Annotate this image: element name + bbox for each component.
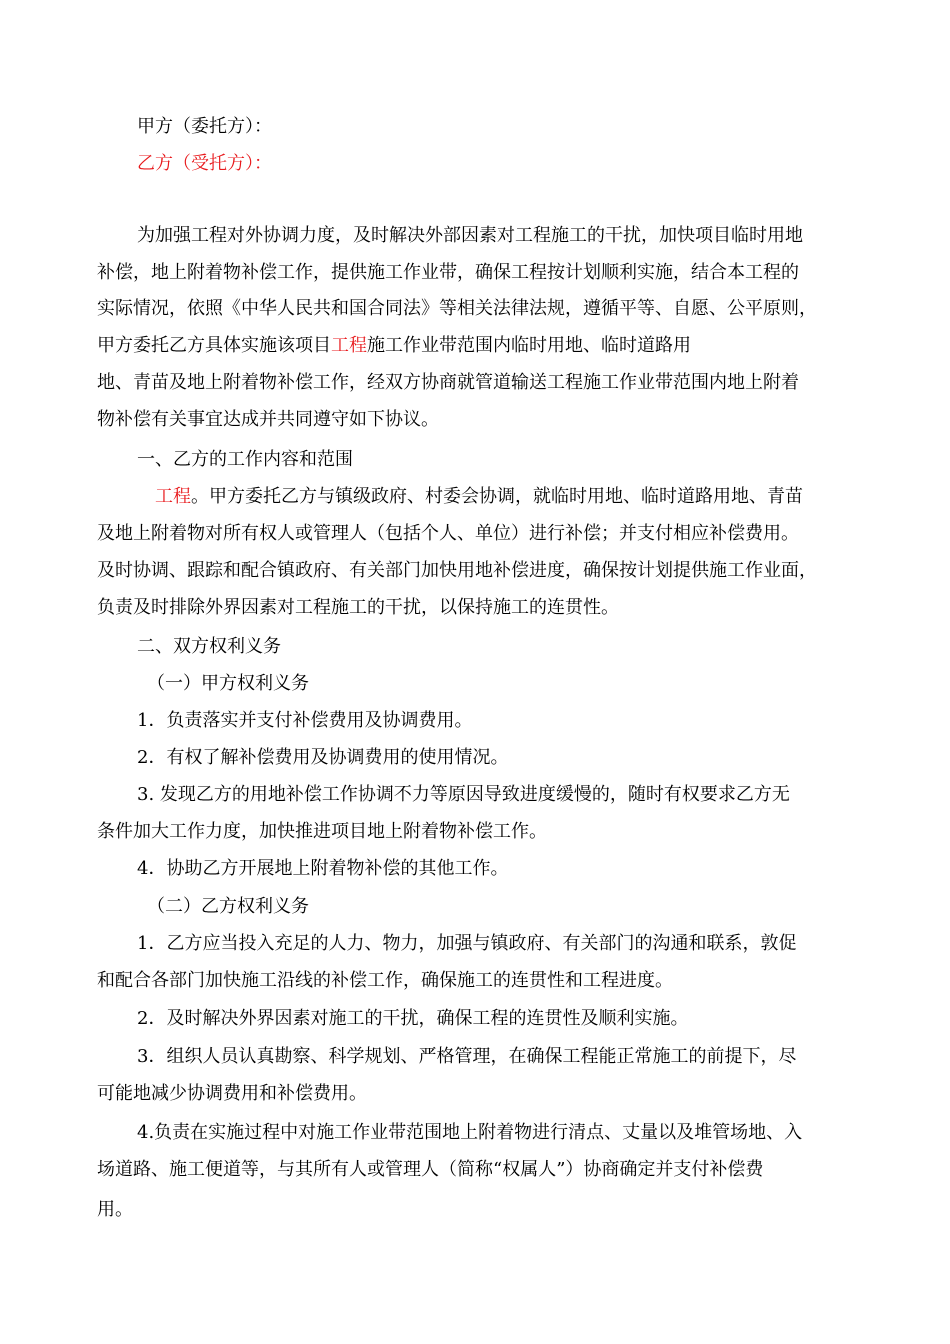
intro-line-1: 为加强工程对外协调力度，及时解决外部因素对工程施工的干扰，加快项目临时用地 bbox=[137, 225, 803, 246]
party-b-item-4-line-1: 4.负责在实施过程中对施工作业带范围地上附着物进行清点、丈量以及堆管场地、入 bbox=[137, 1122, 803, 1143]
section-1-line-4: 负责及时排除外界因素对工程施工的干扰，以保持施工的连贯性。 bbox=[97, 597, 619, 618]
party-a-item-2: 2．有权了解补偿费用及协调费用的使用情况。 bbox=[137, 747, 509, 768]
section-1-line-3: 及时协调、跟踪和配合镇政府、有关部门加快用地补偿进度，确保按计划提供施工作业面， bbox=[97, 560, 817, 581]
party-a-rights-heading: （一）甲方权利义务 bbox=[147, 673, 309, 694]
section-1-heading: 一、乙方的工作内容和范围 bbox=[137, 449, 353, 470]
section-2-heading: 二、双方权利义务 bbox=[137, 636, 281, 657]
party-b-item-3-line-1: 3．组织人员认真勘察、科学规划、严格管理，在确保工程能正常施工的前提下，尽 bbox=[137, 1046, 797, 1067]
party-b-item-4-line-3: 用。 bbox=[97, 1199, 133, 1220]
section-1-line-1 bbox=[155, 486, 803, 508]
intro-line-2: 补偿，地上附着物补偿工作，提供施工作业带，确保工程按计划顺利实施，结合本工程的 bbox=[97, 262, 799, 283]
party-a-item-3-line-1: 3. 发现乙方的用地补偿工作协调不力等原因导致进度缓慢的，随时有权要求乙方无 bbox=[137, 784, 790, 805]
party-b-item-1-line-2: 和配合各部门加快施工沿线的补偿工作，确保施工的连贯性和工程进度。 bbox=[97, 970, 673, 991]
intro-line-6: 物补偿有关事宜达成并共同遵守如下协议。 bbox=[97, 409, 439, 430]
party-b-rights-heading: （二）乙方权利义务 bbox=[147, 896, 309, 917]
section-1-line-2: 及地上附着物对所有权人或管理人（包括个人、单位）进行补偿；并支付相应补偿费用。 bbox=[97, 523, 799, 544]
intro-line-5: 地、青苗及地上附着物补偿工作，经双方协商就管道输送工程施工作业带范围内地上附着 bbox=[97, 372, 799, 393]
intro-line-4-post: 施工作业带范围内临时用地、临时道路用 bbox=[367, 335, 691, 356]
party-a-item-3-line-2: 条件加大工作力度，加快推进项目地上附着物补偿工作。 bbox=[97, 821, 547, 842]
section-1-line-1-post: 。甲方委托乙方与镇级政府、村委会协调，就临时用地、临时道路用地、青苗 bbox=[191, 486, 803, 507]
party-b-line: 乙方（受托方）： bbox=[137, 153, 272, 174]
party-a-item-4: 4．协助乙方开展地上附着物补偿的其他工作。 bbox=[137, 858, 509, 879]
party-a-item-1: 1．负责落实并支付补偿费用及协调费用。 bbox=[137, 710, 473, 731]
party-b-item-2: 2．及时解决外界因素对施工的干扰，确保工程的连贯性及顺利实施。 bbox=[137, 1008, 689, 1029]
party-a-line: 甲方（委托方）： bbox=[137, 116, 272, 137]
party-b-item-4-line-2: 场道路、施工便道等，与其所有人或管理人（简称“权属人”）协商确定并支付补偿费 bbox=[97, 1159, 764, 1180]
intro-line-4 bbox=[97, 335, 691, 357]
section-1-highlight: 工程 bbox=[155, 486, 191, 507]
intro-line-4-highlight: 工程 bbox=[331, 335, 367, 356]
party-b-item-3-line-2: 可能地减少协调费用和补偿费用。 bbox=[97, 1083, 367, 1104]
intro-line-3: 实际情况，依照《中华人民共和国合同法》等相关法律法规，遵循平等、自愿、公平原则， bbox=[97, 298, 817, 319]
intro-line-4-pre: 甲方委托乙方具体实施该项目 bbox=[97, 335, 331, 356]
party-b-item-1-line-1: 1．乙方应当投入充足的人力、物力，加强与镇政府、有关部门的沟通和联系，敦促 bbox=[137, 933, 797, 954]
